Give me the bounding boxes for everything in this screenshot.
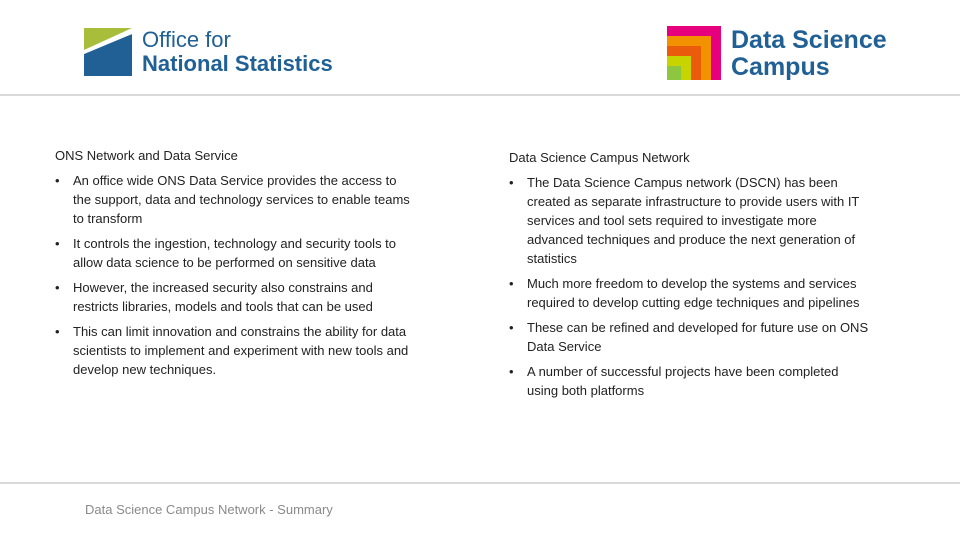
left-column-title: ONS Network and Data Service <box>55 148 238 163</box>
bullet-icon: • <box>509 364 514 379</box>
ons-logo-icon <box>84 28 132 76</box>
list-item <box>509 362 869 400</box>
list-item-text: These can be refined and developed for future use on ONS Data Service <box>527 320 869 354</box>
right-column-title: Data Science Campus Network <box>509 150 690 165</box>
header <box>0 0 960 95</box>
left-bullet-list <box>55 171 415 379</box>
dsc-logo-line2: Campus <box>731 53 830 81</box>
list-item-text: A number of successful projects have been completed using both platforms <box>527 364 839 398</box>
right-bullet-list <box>509 173 869 400</box>
bullet-icon: • <box>509 276 514 291</box>
bullet-icon: • <box>55 324 60 339</box>
bullet-icon: • <box>509 175 514 190</box>
list-item-text: An office wide ONS Data Service provides the access to the support, data and technology services to enable teams to transform <box>73 173 410 226</box>
list-item <box>55 278 415 316</box>
left-column <box>55 146 415 385</box>
right-column <box>509 148 869 406</box>
list-item-text: It controls the ingestion, technology and security tools to allow data science to be performed on sensitive data <box>73 236 397 270</box>
ons-logo-line1: Office for <box>142 27 231 52</box>
list-item-text: Much more freedom to develop the systems and services required to develop cutting edge techniques and pipelines <box>527 276 860 310</box>
list-item <box>55 171 415 228</box>
footer-text: Data Science Campus Network - Summary <box>85 502 333 517</box>
list-item <box>55 322 415 379</box>
footer-divider <box>0 482 960 484</box>
dsc-logo-icon <box>667 26 721 80</box>
list-item <box>509 318 869 356</box>
dsc-logo-line1: Data Science <box>731 26 887 54</box>
ons-logo <box>84 28 344 78</box>
bullet-icon: • <box>55 173 60 188</box>
bullet-icon: • <box>55 236 60 251</box>
header-divider <box>0 94 960 96</box>
list-item-text: The Data Science Campus network (DSCN) has been created as separate infrastructure to provide users with IT services and tool sets required to investigate more advanced techniques and produce the next generation of statistics <box>527 175 860 266</box>
dsc-logo-text <box>731 27 887 81</box>
list-item <box>509 173 869 268</box>
ons-logo-line2: National Statistics <box>142 51 333 76</box>
bullet-icon: • <box>509 320 514 335</box>
list-item <box>509 274 869 312</box>
list-item-text: This can limit innovation and constrains the ability for data scientists to implement and experiment with new tools and develop new techniques. <box>73 324 409 377</box>
list-item-text: However, the increased security also constrains and restricts libraries, models and tools that can be used <box>73 280 373 314</box>
ons-logo-text <box>142 28 333 76</box>
dsc-logo <box>667 26 897 82</box>
list-item <box>55 234 415 272</box>
bullet-icon: • <box>55 280 60 295</box>
